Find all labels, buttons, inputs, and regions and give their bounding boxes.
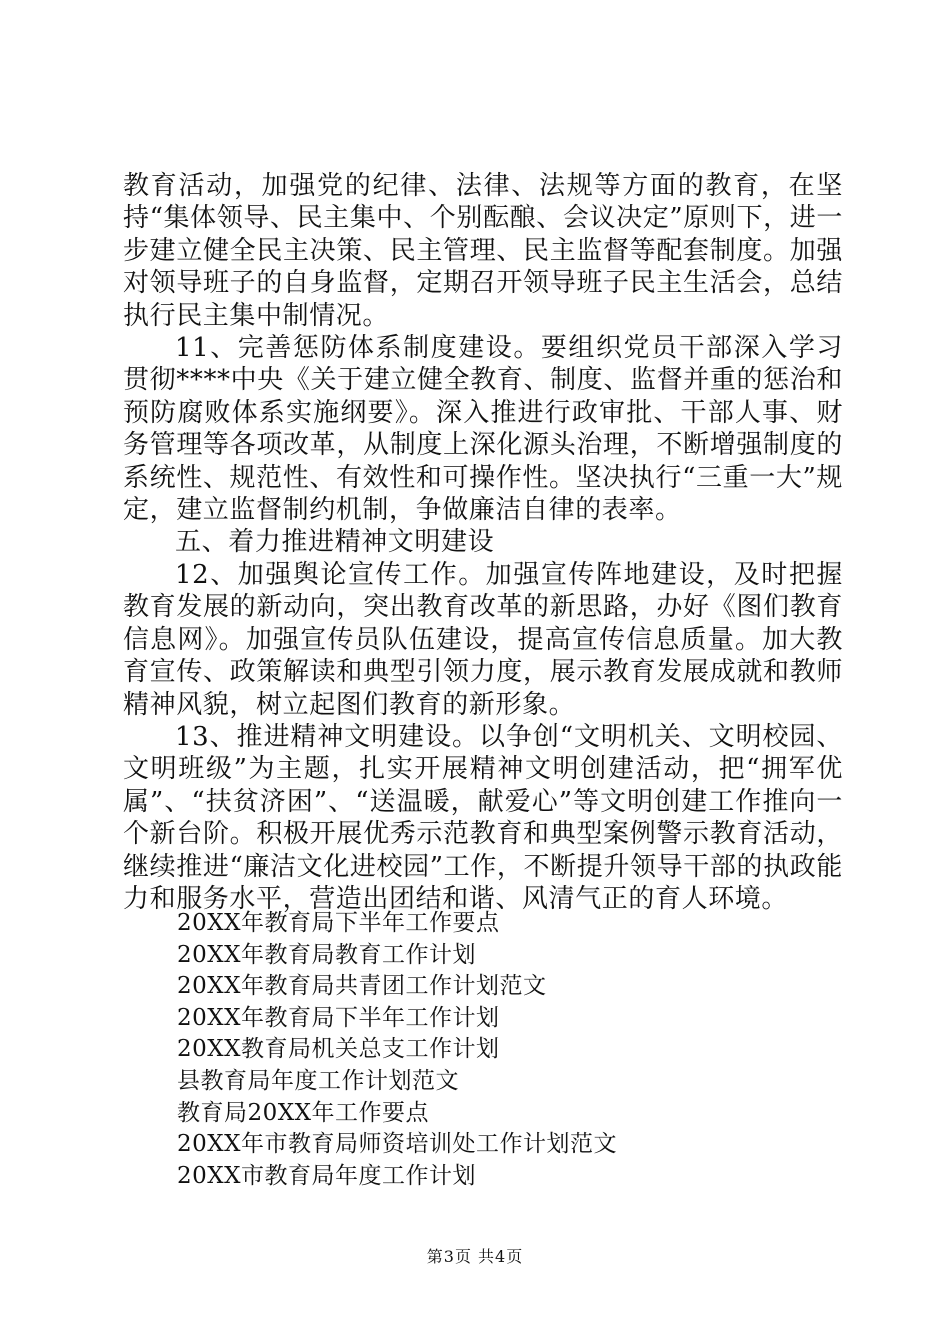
related-link[interactable]: 20XX年教育局下半年工作要点 xyxy=(177,910,500,936)
paragraph-2: 11、完善惩防体系制度建设。要组织党员干部深入学习贯彻****中央《关于建立健全教育、制度、监督并重的惩治和预防腐败体系实施纲要》。深入推进行政审批、干部人事、财务管理等各项改革，从制度上深化源头治理，不断增强制度的系统性、规范性、有效性和可操作性。坚决执行“三重一大”规定，建立监督制约机制，争做廉洁自律的表率。 xyxy=(123,333,843,526)
related-link[interactable]: 20XX年教育局教育工作计划 xyxy=(177,941,477,968)
paragraph-4: 13、推进精神文明建设。以争创“文明机关、文明校园、文明班级”为主题，扎实开展精神文明创建活动，把“拥军优属”、“扶贫济困”、“送温暖，献爱心”等文明创建工作推向一个新台阶。积极开展优秀示范教育和典型案例警示教育活动，继续推进“廉洁文化进校园”工作，不断提升领导干部的执政能力和服务水平，营造出团结和谐、风清气正的育人环境。 xyxy=(123,721,843,914)
paragraph-1: 教育活动，加强党的纪律、法律、法规等方面的教育，在坚持“集体领导、民主集中、个别酝酿、会议决定”原则下，进一步建立健全民主决策、民主管理、民主监督等配套制度。加强对领导班子的自身监督，定期召开领导班子民主生活会，总结执行民主集中制情况。 xyxy=(123,171,843,331)
related-link[interactable]: 20XX教育局机关总支工作计划 xyxy=(177,1036,500,1063)
related-link[interactable]: 教育局20XX年工作要点 xyxy=(177,1099,430,1126)
related-link[interactable]: 20XX年教育局共青团工作计划范文 xyxy=(177,973,547,1000)
related-link[interactable]: 20XX年教育局下半年工作计划 xyxy=(177,1004,500,1031)
related-link[interactable]: 20XX年市教育局师资培训处工作计划范文 xyxy=(177,1131,618,1158)
related-links-list xyxy=(177,908,877,1192)
section-heading: 五、着力推进精神文明建设 xyxy=(175,527,495,558)
page-number-footer: 第3页 共4页 xyxy=(426,1247,524,1266)
related-link[interactable]: 20XX市教育局年度工作计划 xyxy=(177,1162,477,1189)
related-link[interactable]: 县教育局年度工作计划范文 xyxy=(177,1067,459,1094)
paragraph-3: 12、加强舆论宣传工作。加强宣传阵地建设，及时把握教育发展的新动向，突出教育改革的新思路，办好《图们教育信息网》。加强宣传员队伍建设，提高宣传信息质量。加大教育宣传、政策解读和典型引领力度，展示教育发展成就和教师精神风貌，树立起图们教育的新形象。 xyxy=(123,559,843,720)
document-body xyxy=(123,170,843,915)
